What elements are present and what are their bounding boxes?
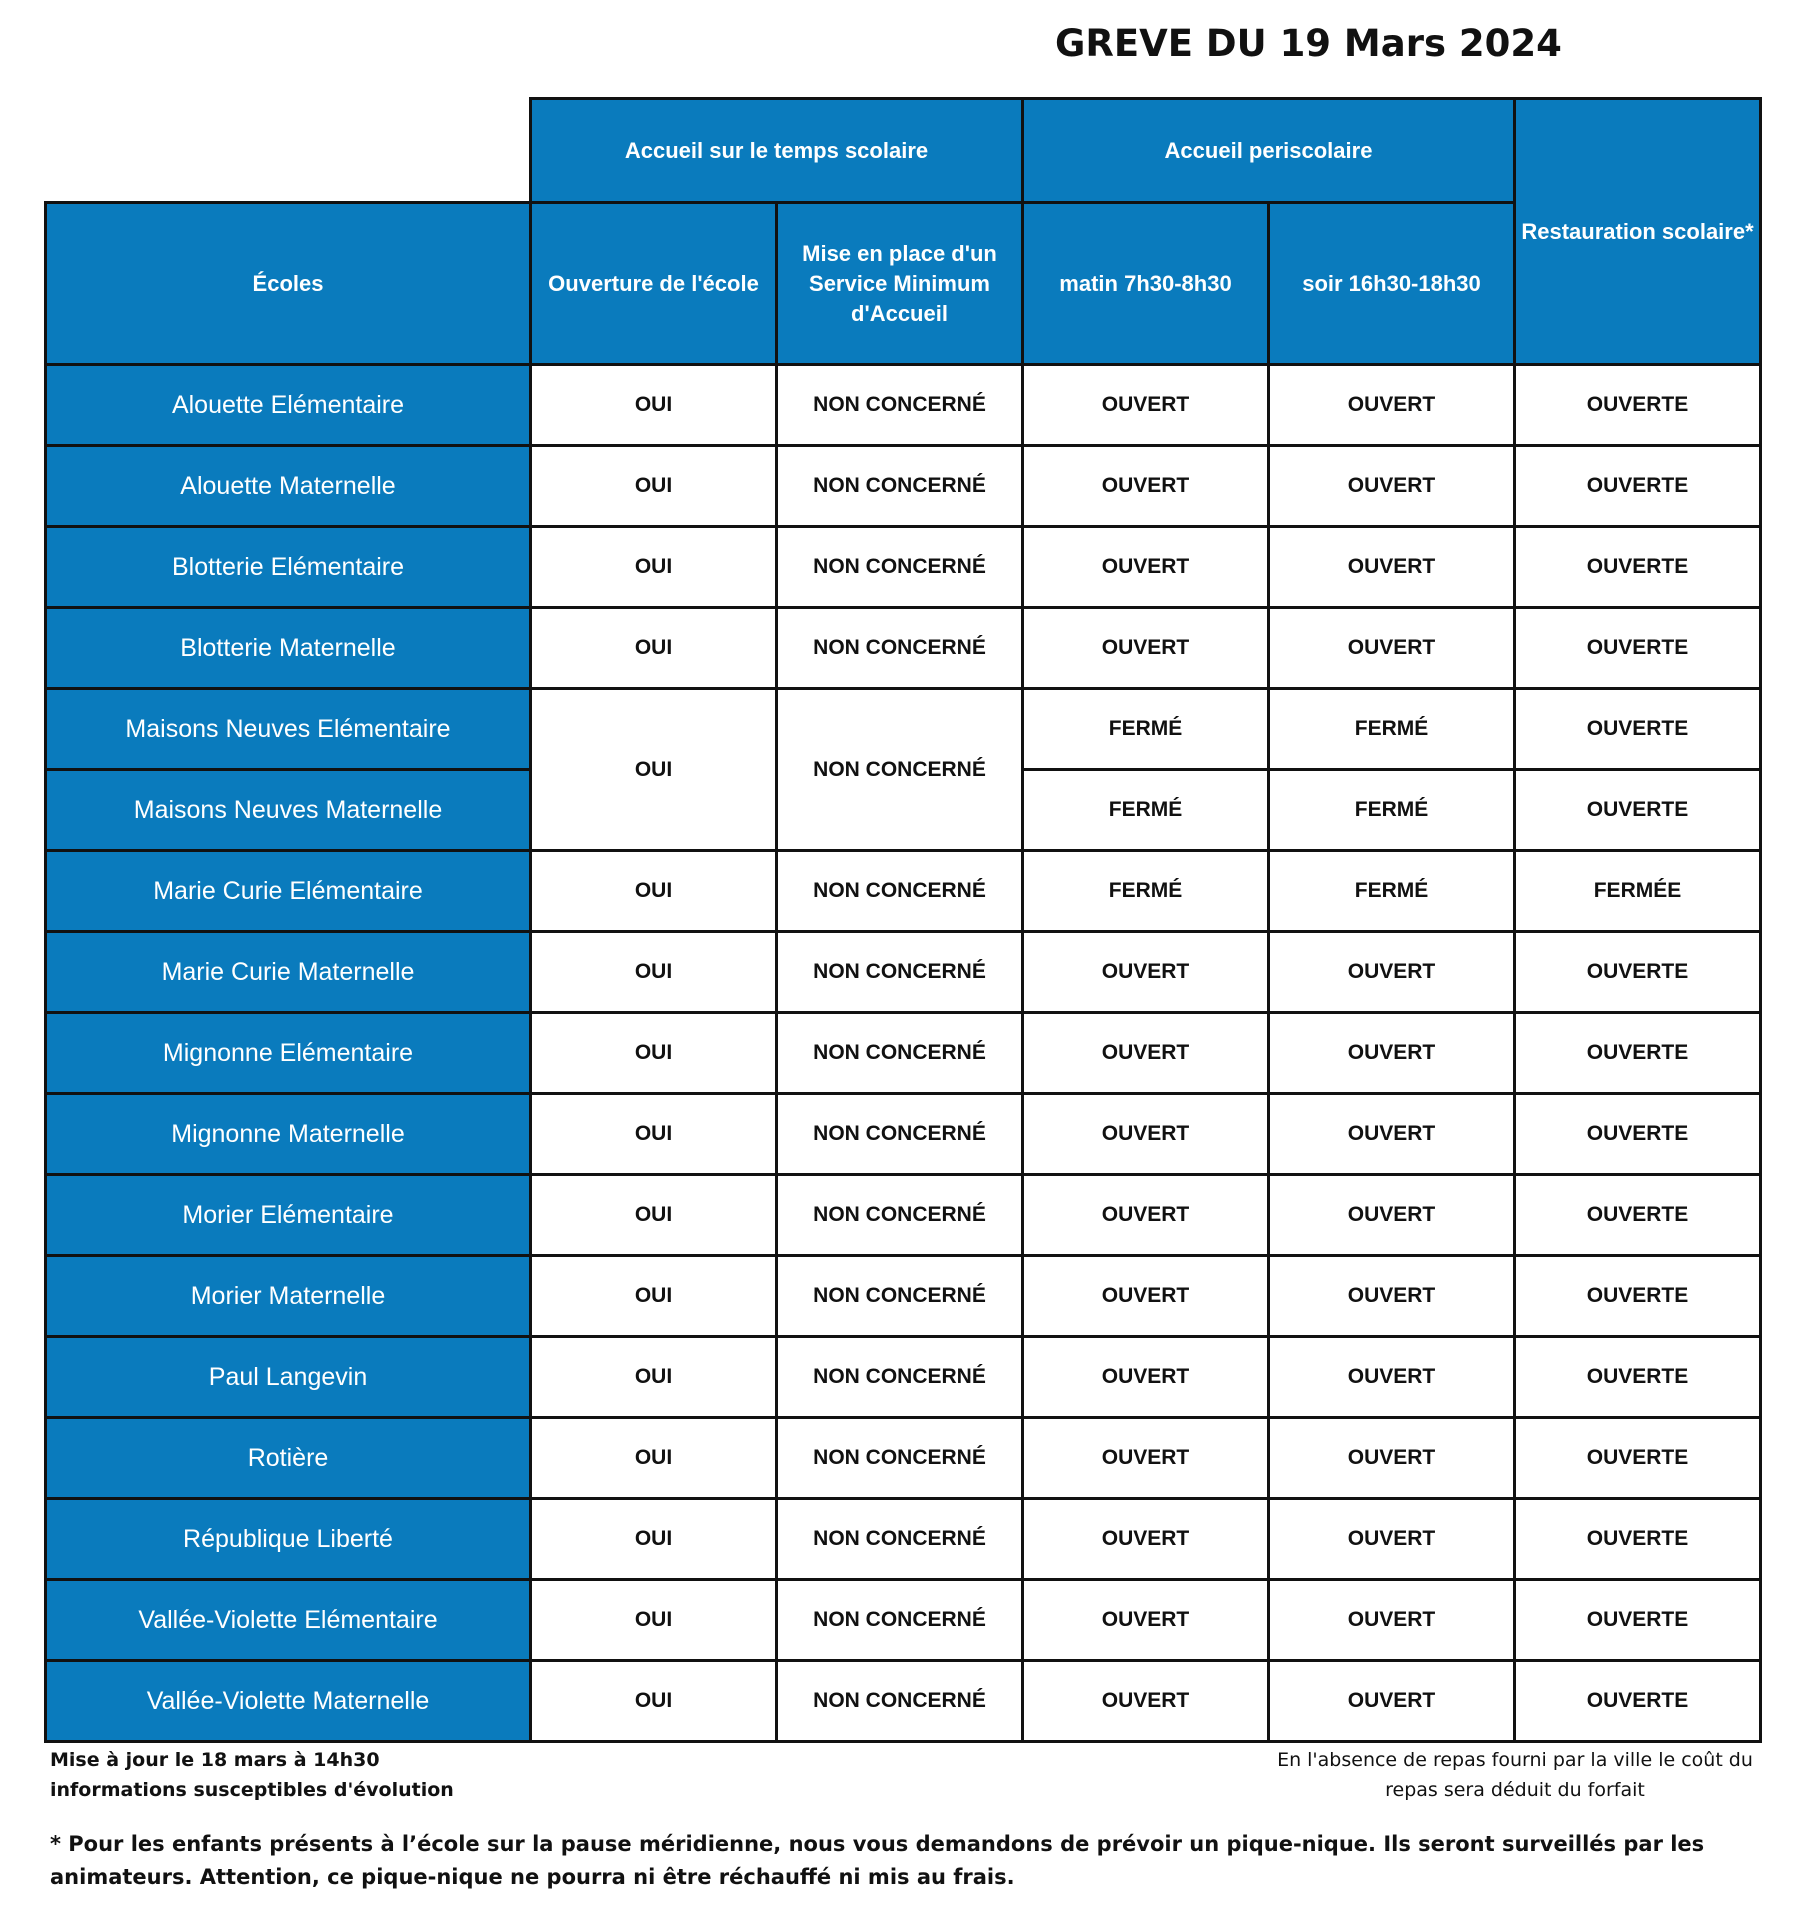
smu-cell: NON CONCERNÉ bbox=[777, 1256, 1023, 1337]
soir-cell: OUVERT bbox=[1269, 1337, 1515, 1418]
restauration-cell: OUVERTE bbox=[1515, 689, 1761, 770]
matin-cell: OUVERT bbox=[1023, 365, 1269, 446]
table-row bbox=[46, 1175, 1761, 1256]
matin-cell: OUVERT bbox=[1023, 1175, 1269, 1256]
school-name: Maisons Neuves Maternelle bbox=[46, 770, 531, 851]
school-name: République Liberté bbox=[46, 1499, 531, 1580]
table-row bbox=[46, 446, 1761, 527]
soir-cell: OUVERT bbox=[1269, 1661, 1515, 1742]
ouverture-cell: OUI bbox=[531, 1580, 777, 1661]
soir-cell: OUVERT bbox=[1269, 1499, 1515, 1580]
smu-cell: NON CONCERNÉ bbox=[777, 689, 1023, 851]
school-name: Rotière bbox=[46, 1418, 531, 1499]
school-name: Vallée-Violette Elémentaire bbox=[46, 1580, 531, 1661]
smu-cell: NON CONCERNÉ bbox=[777, 851, 1023, 932]
restauration-cell: OUVERTE bbox=[1515, 1337, 1761, 1418]
soir-cell: OUVERT bbox=[1269, 932, 1515, 1013]
restauration-cell: OUVERTE bbox=[1515, 770, 1761, 851]
soir-cell: FERMÉ bbox=[1269, 689, 1515, 770]
table-row bbox=[46, 1499, 1761, 1580]
table-row bbox=[46, 689, 1761, 770]
soir-cell: OUVERT bbox=[1269, 1013, 1515, 1094]
school-name: Morier Maternelle bbox=[46, 1256, 531, 1337]
update-disclaimer: informations susceptibles d'évolution bbox=[50, 1779, 454, 1801]
header-smu: Mise en place d'un Service Minimum d'Accueil bbox=[777, 203, 1023, 365]
matin-cell: FERMÉ bbox=[1023, 770, 1269, 851]
ouverture-cell: OUI bbox=[531, 932, 777, 1013]
smu-cell: NON CONCERNÉ bbox=[777, 1175, 1023, 1256]
page-title: GREVE DU 19 Mars 2024 bbox=[1055, 22, 1562, 65]
strike-status-table bbox=[44, 97, 1762, 1743]
matin-cell: OUVERT bbox=[1023, 1094, 1269, 1175]
soir-cell: OUVERT bbox=[1269, 1094, 1515, 1175]
school-name: Marie Curie Elémentaire bbox=[46, 851, 531, 932]
soir-cell: OUVERT bbox=[1269, 1175, 1515, 1256]
ouverture-cell: OUI bbox=[531, 689, 777, 851]
restauration-cell: OUVERTE bbox=[1515, 365, 1761, 446]
restauration-cell: OUVERTE bbox=[1515, 1661, 1761, 1742]
restauration-cell: OUVERTE bbox=[1515, 527, 1761, 608]
smu-cell: NON CONCERNÉ bbox=[777, 1094, 1023, 1175]
restauration-cell: OUVERTE bbox=[1515, 1418, 1761, 1499]
smu-cell: NON CONCERNÉ bbox=[777, 608, 1023, 689]
ouverture-cell: OUI bbox=[531, 851, 777, 932]
school-name: Alouette Elémentaire bbox=[46, 365, 531, 446]
header-group-school-time: Accueil sur le temps scolaire bbox=[531, 99, 1023, 203]
school-name: Marie Curie Maternelle bbox=[46, 932, 531, 1013]
school-name: Morier Elémentaire bbox=[46, 1175, 531, 1256]
matin-cell: OUVERT bbox=[1023, 1256, 1269, 1337]
ouverture-cell: OUI bbox=[531, 1499, 777, 1580]
restauration-cell: OUVERTE bbox=[1515, 1013, 1761, 1094]
school-name: Maisons Neuves Elémentaire bbox=[46, 689, 531, 770]
header-soir: soir 16h30-18h30 bbox=[1269, 203, 1515, 365]
school-name: Mignonne Maternelle bbox=[46, 1094, 531, 1175]
update-date: Mise à jour le 18 mars à 14h30 bbox=[50, 1749, 380, 1771]
soir-cell: OUVERT bbox=[1269, 446, 1515, 527]
ouverture-cell: OUI bbox=[531, 1256, 777, 1337]
school-name: Vallée-Violette Maternelle bbox=[46, 1661, 531, 1742]
table-row bbox=[46, 932, 1761, 1013]
header-matin: matin 7h30-8h30 bbox=[1023, 203, 1269, 365]
table-row bbox=[46, 1661, 1761, 1742]
table-row bbox=[46, 608, 1761, 689]
ouverture-cell: OUI bbox=[531, 608, 777, 689]
ouverture-cell: OUI bbox=[531, 365, 777, 446]
table-row bbox=[46, 527, 1761, 608]
matin-cell: OUVERT bbox=[1023, 1013, 1269, 1094]
soir-cell: FERMÉ bbox=[1269, 851, 1515, 932]
restauration-cell: OUVERTE bbox=[1515, 932, 1761, 1013]
table-row bbox=[46, 851, 1761, 932]
soir-cell: FERMÉ bbox=[1269, 770, 1515, 851]
ouverture-cell: OUI bbox=[531, 1175, 777, 1256]
restauration-cell: OUVERTE bbox=[1515, 1094, 1761, 1175]
asterisk-note: * Pour les enfants présents à l’école sur la pause méridienne, nous vous demandons de prévoir un pique-nique. Ils seront surveillés par les animateurs. Attention, ce pique-nique ne pourra ni être réchauffé ni mis au frais. bbox=[50, 1832, 1705, 1889]
soir-cell: OUVERT bbox=[1269, 527, 1515, 608]
smu-cell: NON CONCERNÉ bbox=[777, 1013, 1023, 1094]
update-info bbox=[50, 1745, 454, 1805]
matin-cell: OUVERT bbox=[1023, 932, 1269, 1013]
table-row bbox=[46, 1256, 1761, 1337]
matin-cell: OUVERT bbox=[1023, 1499, 1269, 1580]
matin-cell: OUVERT bbox=[1023, 527, 1269, 608]
matin-cell: OUVERT bbox=[1023, 608, 1269, 689]
matin-cell: OUVERT bbox=[1023, 446, 1269, 527]
restauration-cell: OUVERTE bbox=[1515, 1499, 1761, 1580]
smu-cell: NON CONCERNÉ bbox=[777, 527, 1023, 608]
matin-cell: OUVERT bbox=[1023, 1580, 1269, 1661]
ouverture-cell: OUI bbox=[531, 1013, 777, 1094]
header-group-periscolaire: Accueil periscolaire bbox=[1023, 99, 1515, 203]
header-restauration: Restauration scolaire* bbox=[1515, 99, 1761, 365]
soir-cell: OUVERT bbox=[1269, 365, 1515, 446]
smu-cell: NON CONCERNÉ bbox=[777, 365, 1023, 446]
smu-cell: NON CONCERNÉ bbox=[777, 1499, 1023, 1580]
matin-cell: OUVERT bbox=[1023, 1337, 1269, 1418]
restauration-cell: OUVERTE bbox=[1515, 608, 1761, 689]
soir-cell: OUVERT bbox=[1269, 608, 1515, 689]
header-ouverture: Ouverture de l'école bbox=[531, 203, 777, 365]
restauration-cell: OUVERTE bbox=[1515, 446, 1761, 527]
ouverture-cell: OUI bbox=[531, 1337, 777, 1418]
restauration-cell: FERMÉE bbox=[1515, 851, 1761, 932]
matin-cell: FERMÉ bbox=[1023, 851, 1269, 932]
school-name: Blotterie Maternelle bbox=[46, 608, 531, 689]
table-row bbox=[46, 1337, 1761, 1418]
ouverture-cell: OUI bbox=[531, 446, 777, 527]
school-name: Blotterie Elémentaire bbox=[46, 527, 531, 608]
matin-cell: FERMÉ bbox=[1023, 689, 1269, 770]
soir-cell: OUVERT bbox=[1269, 1580, 1515, 1661]
smu-cell: NON CONCERNÉ bbox=[777, 932, 1023, 1013]
ouverture-cell: OUI bbox=[531, 527, 777, 608]
smu-cell: NON CONCERNÉ bbox=[777, 446, 1023, 527]
restauration-cell: OUVERTE bbox=[1515, 1580, 1761, 1661]
ouverture-cell: OUI bbox=[531, 1661, 777, 1742]
matin-cell: OUVERT bbox=[1023, 1418, 1269, 1499]
soir-cell: OUVERT bbox=[1269, 1418, 1515, 1499]
ouverture-cell: OUI bbox=[531, 1418, 777, 1499]
school-name: Paul Langevin bbox=[46, 1337, 531, 1418]
table-row bbox=[46, 1580, 1761, 1661]
table-row bbox=[46, 1013, 1761, 1094]
repas-note: En l'absence de repas fourni par la ville le coût du repas sera déduit du forfait bbox=[1277, 1749, 1753, 1801]
header-blank-corner bbox=[46, 99, 531, 203]
smu-cell: NON CONCERNÉ bbox=[777, 1580, 1023, 1661]
ouverture-cell: OUI bbox=[531, 1094, 777, 1175]
school-name: Alouette Maternelle bbox=[46, 446, 531, 527]
soir-cell: OUVERT bbox=[1269, 1256, 1515, 1337]
smu-cell: NON CONCERNÉ bbox=[777, 1661, 1023, 1742]
matin-cell: OUVERT bbox=[1023, 1661, 1269, 1742]
header-ecoles: Écoles bbox=[46, 203, 531, 365]
restauration-cell: OUVERTE bbox=[1515, 1175, 1761, 1256]
table-row bbox=[46, 365, 1761, 446]
table-row bbox=[46, 1418, 1761, 1499]
smu-cell: NON CONCERNÉ bbox=[777, 1337, 1023, 1418]
school-name: Mignonne Elémentaire bbox=[46, 1013, 531, 1094]
table-row bbox=[46, 1094, 1761, 1175]
smu-cell: NON CONCERNÉ bbox=[777, 1418, 1023, 1499]
restauration-cell: OUVERTE bbox=[1515, 1256, 1761, 1337]
